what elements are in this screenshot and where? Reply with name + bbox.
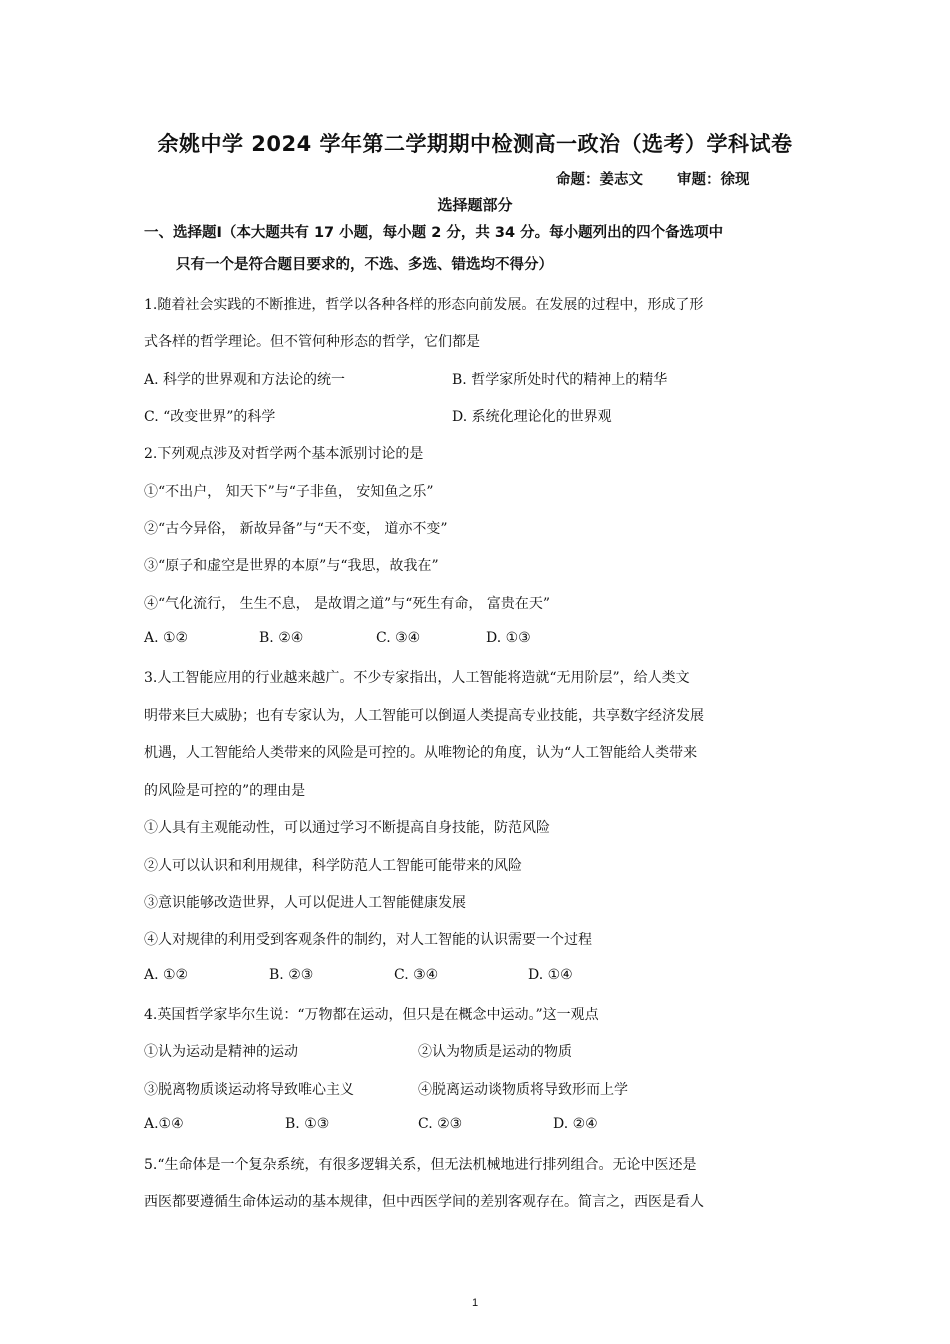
section-instruction-line-2: 只有一个是符合题目要求的，不选、多选、错选均不得分） (176, 257, 553, 273)
q3-stem-line-3: 机遇，人工智能给人类带来的风险是可控的。从唯物论的角度，认为“人工智能给人类带来 (144, 745, 698, 761)
q4-option-d: D. ②④ (553, 1116, 598, 1132)
q4-item-1: ①认为运动是精神的运动 (144, 1044, 298, 1060)
setter-label: 命题：姜志文 (556, 172, 643, 188)
q4-item-2: ②认为物质是运动的物质 (418, 1044, 572, 1060)
q1-option-b: B. 哲学家所处时代的精神上的精华 (452, 372, 668, 388)
q3-item-3: ③意识能够改造世界，人可以促进人工智能健康发展 (144, 895, 466, 911)
q2-item-2: ②“古今异俗， 新故异备”与“天不变， 道亦不变” (144, 521, 448, 537)
q3-option-d: D. ①④ (528, 967, 573, 983)
section-instruction-line-1: 一、选择题Ⅰ（本大题共有 17 小题，每小题 2 分，共 34 分。每小题列出的四个备选项中 (144, 225, 724, 241)
q2-option-c: C. ③④ (376, 630, 421, 646)
q3-option-c: C. ③④ (394, 967, 439, 983)
q2-option-b: B. ②④ (259, 630, 304, 646)
q1-stem-line-2: 式各样的哲学理论。但不管何种形态的哲学，它们都是 (144, 334, 480, 350)
q2-option-d: D. ①③ (486, 630, 531, 646)
reviewer-label: 审题：徐现 (677, 172, 750, 188)
q3-stem-line-1: 3.人工智能应用的行业越来越广。不少专家指出，人工智能将造就“无用阶层”，给人类文 (144, 670, 690, 686)
q1-option-a: A. 科学的世界观和方法论的统一 (144, 372, 346, 388)
q2-item-4: ④“气化流行， 生生不息， 是故谓之道”与“死生有命， 富贵在天” (144, 596, 550, 612)
q4-option-b: B. ①③ (285, 1116, 330, 1132)
author-line (556, 168, 750, 189)
q1-option-d: D. 系统化理论化的世界观 (452, 409, 612, 425)
q1-stem-line-1: 1.随着社会实践的不断推进，哲学以各种各样的形态向前发展。在发展的过程中，形成了形 (144, 297, 704, 313)
q4-option-c: C. ②③ (418, 1116, 463, 1132)
page-number: 1 (471, 1297, 479, 1309)
q3-item-4: ④人对规律的利用受到客观条件的制约，对人工智能的认识需要一个过程 (144, 932, 592, 948)
q4-stem: 4.英国哲学家毕尔生说：“万物都在运动，但只是在概念中运动。”这一观点 (144, 1007, 599, 1023)
q4-item-3: ③脱离物质谈运动将导致唯心主义 (144, 1082, 354, 1098)
q3-item-1: ①人具有主观能动性，可以通过学习不断提高自身技能，防范风险 (144, 820, 550, 836)
q3-option-a: A. ①② (144, 967, 189, 983)
q2-item-1: ①“不出户， 知天下”与“子非鱼， 安知鱼之乐” (144, 484, 434, 500)
exam-title: 余姚中学 2024 学年第二学期期中检测高一政治（选考）学科试卷 (157, 132, 793, 156)
q2-item-3: ③“原子和虚空是世界的本原”与“我思，故我在” (144, 558, 439, 574)
q4-item-4: ④脱离运动谈物质将导致形而上学 (418, 1082, 628, 1098)
q3-item-2: ②人可以认识和利用规律，科学防范人工智能可能带来的风险 (144, 858, 522, 874)
q1-option-c: C. “改变世界”的科学 (144, 409, 276, 425)
q5-stem-line-2: 西医都要遵循生命体运动的基本规律，但中西医学间的差别客观存在。简言之，西医是看人 (144, 1194, 704, 1210)
q4-option-a: A.①④ (144, 1116, 184, 1132)
q2-stem: 2.下列观点涉及对哲学两个基本派别讨论的是 (144, 446, 424, 462)
q3-stem-line-4: 的风险是可控的”的理由是 (144, 783, 306, 799)
q3-option-b: B. ②③ (269, 967, 314, 983)
section-title: 选择题部分 (437, 196, 513, 214)
q3-stem-line-2: 明带来巨大威胁；也有专家认为，人工智能可以倒逼人类提高专业技能，共享数字经济发展 (144, 708, 704, 724)
q5-stem-line-1: 5.“生命体是一个复杂系统，有很多逻辑关系，但无法机械地进行排列组合。无论中医还是 (144, 1157, 697, 1173)
q2-option-a: A. ①② (144, 630, 189, 646)
